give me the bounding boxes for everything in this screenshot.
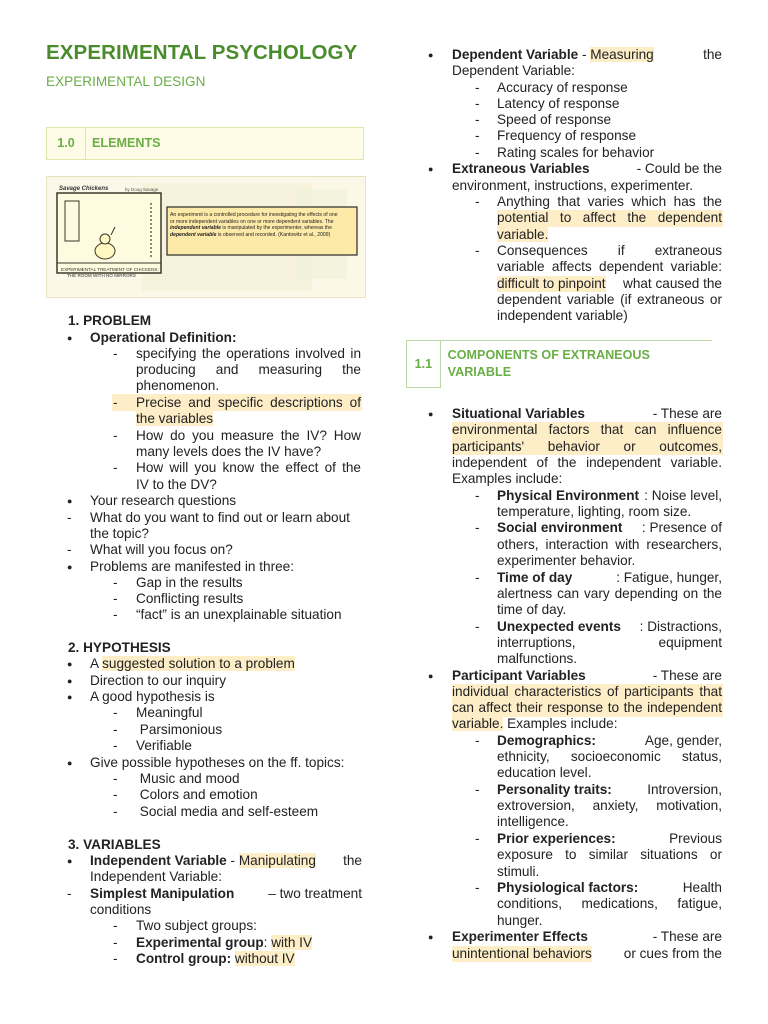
term-time-of-day: Time of day	[497, 570, 573, 585]
text-line	[90, 853, 362, 869]
dash-icon: -	[475, 831, 480, 846]
bullet-icon: ●	[67, 692, 73, 702]
dash-icon: -	[113, 918, 118, 933]
term-experimental-group: Experimental group	[136, 935, 264, 950]
text-line	[497, 880, 722, 896]
text-line: independent variable)	[497, 308, 628, 323]
dash-icon: -	[113, 804, 118, 819]
text-line: can affect their response to the independent	[452, 700, 722, 715]
highlight-text: without IV	[234, 951, 295, 966]
dash-icon: -	[113, 705, 118, 720]
text-line: temperature, lighting, room size.	[497, 504, 692, 519]
comic-caption-line: EXPERIMENTAL TREATMENT OF CHICKENS:	[61, 267, 159, 272]
dash-icon: -	[475, 112, 480, 127]
text-line: Examples include:	[452, 471, 563, 486]
text-line: conditions, medications, fatigue,	[497, 896, 722, 911]
bullet-icon: ●	[67, 676, 73, 686]
text-line: malfunctions.	[497, 651, 578, 666]
text-line: exposure to similar situations or	[497, 847, 722, 862]
comic-caption-line: THE ROOM WITH NO MIRRORS	[67, 273, 136, 278]
text-line: producing and measuring the	[136, 362, 361, 377]
text-line: experimenter behavior.	[497, 553, 636, 568]
text-line	[497, 488, 722, 504]
bullet-icon: ●	[67, 333, 73, 343]
bullet-icon: ●	[428, 932, 434, 942]
text-line	[452, 406, 722, 422]
dash-icon: -	[475, 880, 480, 895]
text-line: stimuli.	[497, 864, 540, 879]
dash-icon: -	[475, 128, 480, 143]
text-line: the variables	[136, 411, 214, 426]
text-fragment: - These are	[648, 406, 722, 421]
dash-icon: -	[475, 145, 480, 160]
heading-hypothesis: 2. HYPOTHESIS	[68, 640, 171, 655]
text-line: conditions	[90, 902, 152, 917]
text-line: Gap in the results	[136, 575, 243, 590]
dash-icon: -	[113, 722, 118, 737]
term-extraneous-variables: Extraneous Variables	[452, 161, 590, 176]
term-independent-variable: Independent Variable	[90, 853, 227, 868]
dash-icon: -	[113, 771, 118, 786]
bullet-icon: ●	[428, 409, 434, 419]
dash-icon: -	[67, 510, 72, 525]
text-line: How will you know the effect of the	[136, 460, 361, 475]
bullet-icon: ●	[428, 671, 434, 681]
text-fragment: Health	[678, 880, 722, 895]
dash-icon: -	[113, 575, 118, 590]
highlight-text: with IV	[271, 935, 313, 950]
text-line	[452, 929, 722, 945]
text-fragment: :	[263, 935, 272, 950]
section-label	[441, 341, 712, 388]
text-line: A	[90, 656, 103, 671]
text-fragment: Age, gender,	[641, 733, 722, 748]
text-line: Direction to our inquiry	[90, 673, 226, 688]
quote-line: is observed and recorded. (Kantowitz et al., 2009)	[216, 231, 331, 238]
text-line: Social media and self-esteem	[136, 804, 319, 819]
text-line: Parsimonious	[136, 722, 223, 737]
section-label-line: COMPONENTS OF EXTRANEOUS	[447, 348, 650, 362]
dash-icon: -	[475, 194, 480, 209]
text-fragment: : Distractions,	[639, 619, 722, 634]
term-unexpected-events: Unexpected events	[497, 619, 621, 634]
text-line: others, interaction with researchers,	[497, 537, 722, 552]
text-fragment: : Noise level,	[644, 488, 722, 503]
term-dependent-variable: Dependent Variable	[452, 47, 579, 62]
dash-icon: -	[475, 733, 480, 748]
text-fragment: -	[578, 47, 591, 62]
heading-variables: 3. VARIABLES	[68, 837, 161, 852]
highlight-text: unintentional behaviors	[452, 946, 592, 961]
text-fragment: the	[343, 853, 362, 868]
quote-line: is manipulated by the experimenter, whereas the	[220, 225, 332, 232]
dash-icon: -	[113, 738, 118, 753]
text-line: Colors and emotion	[136, 787, 258, 802]
text-line: Latency of response	[497, 96, 620, 111]
highlight-text: Measuring	[590, 47, 654, 62]
text-line: independent of the independent variable.	[452, 455, 722, 470]
term-social-environment: Social environment	[497, 520, 623, 535]
text-line: Music and mood	[136, 771, 240, 786]
text-line: A good hypothesis is	[90, 689, 215, 704]
highlight-text: Manipulating	[238, 853, 316, 868]
text-line	[452, 668, 722, 684]
text-line: Meaningful	[136, 705, 203, 720]
text-line: What do you want to find out or learn about	[90, 510, 350, 525]
dash-icon: -	[475, 570, 480, 585]
quote-line: An experiment is a controlled procedure for investigating the effects of one	[170, 212, 338, 218]
dash-icon: -	[67, 542, 72, 557]
text-line: Give possible hypotheses on the ff. topics:	[90, 755, 345, 770]
text-line	[452, 47, 722, 63]
dash-icon: -	[475, 782, 480, 797]
text-line: interruptions, equipment	[497, 635, 722, 650]
term-demographics: Demographics:	[497, 733, 596, 748]
text-fragment: : Presence of	[641, 520, 722, 535]
page-subtitle: EXPERIMENTAL DESIGN	[46, 74, 206, 89]
term-personality-traits: Personality traits:	[497, 782, 612, 797]
text-line: intelligence.	[497, 814, 569, 829]
text-line: Two subject groups:	[136, 918, 257, 933]
dash-icon: -	[475, 80, 480, 95]
text-line	[497, 733, 722, 749]
quote-term: independent variable	[170, 225, 221, 232]
section-label-line: VARIABLE	[447, 365, 512, 379]
text-line: Problems are manifested in three:	[90, 559, 295, 574]
text-line: time of day.	[497, 602, 567, 617]
term-prior-experiences: Prior experiences:	[497, 831, 616, 846]
section-label: ELEMENTS	[92, 136, 161, 151]
comic-title: Savage Chickens	[59, 186, 109, 192]
text-line: What will you focus on?	[90, 542, 233, 557]
highlight-text: suggested solution to a problem	[102, 656, 295, 671]
text-fragment: -	[226, 853, 239, 868]
dash-icon: -	[475, 619, 480, 634]
bullet-icon: ●	[67, 562, 73, 572]
text-fragment: Previous	[665, 831, 722, 846]
text-line	[452, 946, 722, 962]
text-line: Precise and specific descriptions of	[136, 395, 361, 410]
bullet-icon: ●	[67, 758, 73, 768]
text-line: extroversion, anxiety, motivation,	[497, 798, 722, 813]
text-line: education level.	[497, 765, 592, 780]
text-line: Dependent Variable:	[452, 63, 575, 78]
comic-quote	[170, 212, 356, 238]
dash-icon: -	[113, 607, 118, 622]
dash-icon: -	[113, 951, 118, 966]
text-line: potential to affect the dependent	[497, 210, 722, 225]
text-line	[497, 570, 722, 586]
text-fragment: - Could be the	[632, 161, 722, 176]
text-line: phenomenon.	[136, 378, 220, 393]
text-line	[452, 161, 722, 177]
section-number: 1.0	[47, 128, 86, 159]
text-line: environment, instructions, experimenter.	[452, 178, 694, 193]
dash-icon: -	[113, 591, 118, 606]
text-line: participants' behavior or outcomes,	[452, 439, 722, 454]
text-line	[497, 276, 722, 292]
quote-term: dependent variable	[170, 231, 217, 238]
dash-icon: -	[475, 520, 480, 535]
text-fragment: - These are	[648, 668, 722, 683]
page-title: EXPERIMENTAL PSYCHOLOGY	[46, 41, 358, 64]
text-line: alertness can vary depending on the	[497, 586, 722, 601]
text-line	[497, 520, 722, 536]
text-line: dependent variable (if extraneous or	[497, 292, 722, 307]
comic-author: by Doug Savage	[125, 187, 159, 192]
dash-icon: -	[113, 346, 118, 361]
text-line: the topic?	[90, 526, 149, 541]
term-situational-variables: Situational Variables	[452, 406, 585, 421]
opdef-label: Operational Definition:	[90, 330, 237, 345]
dash-icon: -	[67, 886, 72, 901]
bullet-icon: ●	[67, 659, 73, 669]
term-simplest-manipulation: Simplest Manipulation	[90, 886, 235, 901]
text-fragment: or cues from the	[620, 946, 722, 961]
text-line: How do you measure the IV? How	[136, 428, 361, 443]
text-line: variable.	[497, 227, 549, 242]
text-line: ethnicity, socioeconomic status,	[497, 749, 722, 764]
quote-line: or more independent variables on one or more dependent variables. The	[170, 218, 334, 225]
bullet-icon: ●	[428, 50, 434, 60]
dash-icon: -	[113, 460, 118, 475]
text-line: individual characteristics of participants that	[452, 684, 722, 699]
term-control-group: Control group:	[136, 951, 232, 966]
text-fragment: – two treatment	[264, 886, 362, 901]
text-line: hunger.	[497, 913, 543, 928]
dash-icon: -	[113, 787, 118, 802]
text-line: Speed of response	[497, 112, 612, 127]
text-line: “fact” is an unexplainable situation	[136, 607, 342, 622]
text-line: many levels does the IV have?	[136, 444, 322, 459]
section-number: 1.1	[406, 341, 441, 388]
text-fragment: - These are	[648, 929, 722, 944]
bullet-icon: ●	[67, 496, 73, 506]
term-physical-environment: Physical Environment	[497, 488, 640, 503]
dash-icon: -	[475, 488, 480, 503]
text-line: environmental factors that can influence	[452, 422, 722, 437]
text-line	[497, 619, 722, 635]
comic-caption	[61, 267, 159, 279]
text-line: Your research questions	[90, 493, 237, 508]
dash-icon: -	[113, 935, 118, 950]
bullet-icon: ●	[67, 856, 73, 866]
text-line: IV to the DV?	[136, 477, 217, 492]
dash-icon: -	[475, 96, 480, 111]
text-line: variable affects dependent variable:	[497, 259, 722, 274]
section-heading-elements	[46, 127, 364, 160]
highlight-text: difficult to pinpoint	[497, 276, 606, 291]
highlight-text: variable.	[452, 716, 504, 731]
text-line	[90, 886, 362, 902]
text-line: Conflicting results	[136, 591, 244, 606]
text-fragment: Introversion,	[643, 782, 722, 797]
bullet-icon: ●	[428, 164, 434, 174]
text-fragment: Examples include:	[503, 716, 618, 731]
text-line: Consequences if extraneous	[497, 243, 722, 258]
text-fragment: what caused the	[619, 276, 722, 291]
section-heading-extraneous-components	[406, 340, 712, 388]
text-fragment: : Fatigue, hunger,	[616, 570, 722, 585]
dash-icon: -	[113, 395, 118, 410]
text-line: Independent Variable:	[90, 869, 223, 884]
term-experimenter-effects: Experimenter Effects	[452, 929, 588, 944]
text-line: Rating scales for behavior	[497, 145, 655, 160]
text-line: Accuracy of response	[497, 80, 628, 95]
text-line	[497, 831, 722, 847]
text-line: Frequency of response	[497, 128, 637, 143]
term-physiological-factors: Physiological factors:	[497, 880, 639, 895]
dash-icon: -	[475, 243, 480, 258]
dash-icon: -	[113, 428, 118, 443]
text-fragment: the	[703, 47, 722, 62]
text-line: Anything that varies which has the	[497, 194, 722, 209]
comic-illustration	[46, 176, 366, 298]
text-line: specifying the operations involved in	[136, 346, 361, 361]
term-participant-variables: Participant Variables	[452, 668, 586, 683]
text-line: Verifiable	[136, 738, 192, 753]
heading-problem: 1. PROBLEM	[68, 313, 152, 328]
text-line	[497, 782, 722, 798]
